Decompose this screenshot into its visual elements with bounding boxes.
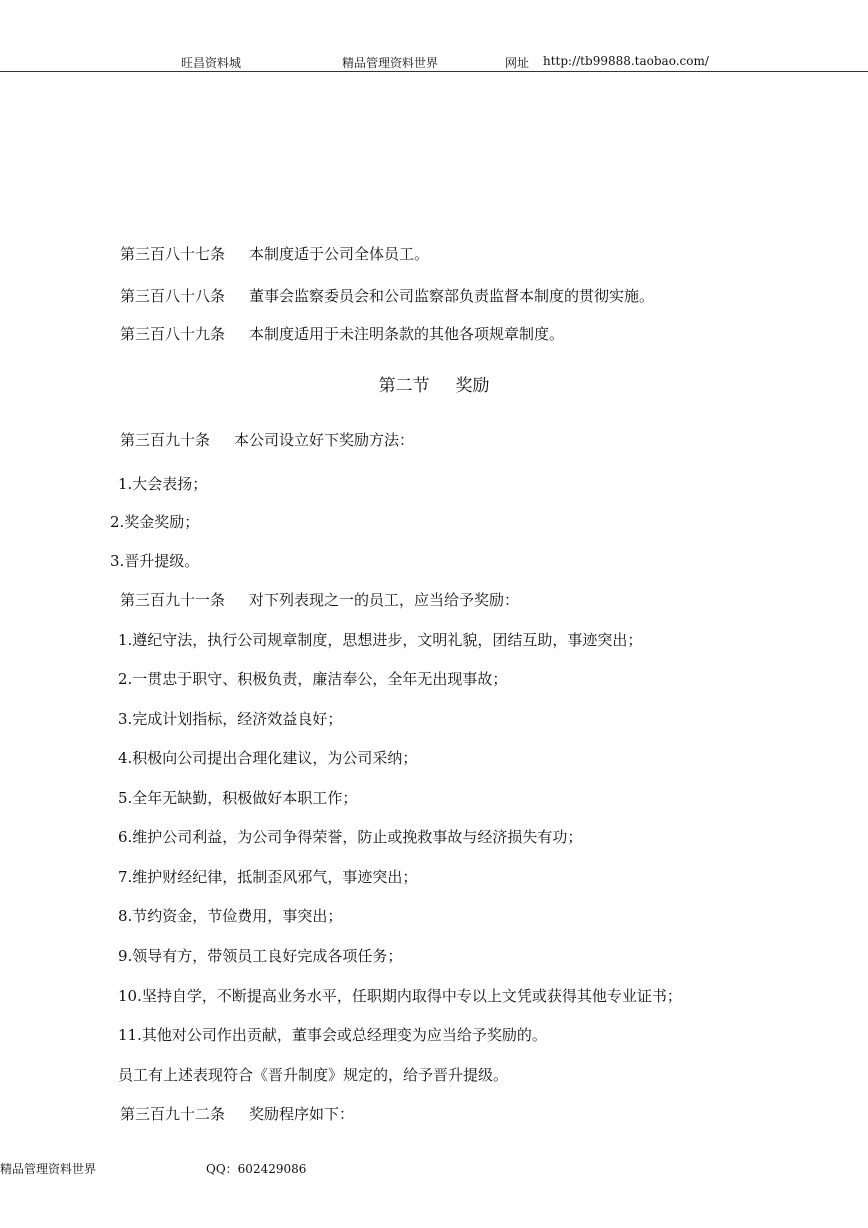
- reward-item: 7.维护财经纪律，抵制歪风邪气，事迹突出；: [118, 868, 418, 886]
- article-number: 第三百八十八条: [120, 287, 226, 305]
- method-item: 1.大会表扬；: [118, 475, 208, 493]
- header-url-link[interactable]: http://tb99888.taobao.com/: [543, 54, 709, 68]
- header-brand: 旺昌资料城: [181, 56, 242, 70]
- reward-item: 9.领导有方，带领员工良好完成各项任务；: [118, 947, 403, 965]
- article-text: 本制度适于公司全体员工。: [249, 245, 430, 263]
- article-text: 本制度适用于未注明条款的其他各项规章制度。: [249, 325, 565, 343]
- method-item: 2.奖金奖励；: [110, 513, 200, 531]
- header-title: 精品管理资料世界: [342, 56, 439, 70]
- header-url-label: 网址: [505, 56, 530, 70]
- reward-item: 1.遵纪守法，执行公司规章制度，思想进步，文明礼貌，团结互助，事迹突出；: [118, 631, 643, 649]
- article-391: [120, 590, 519, 610]
- article-387: [120, 244, 429, 264]
- section-heading: [0, 371, 868, 396]
- footer-qq: QQ：602429086: [206, 1162, 307, 1176]
- reward-item: 2.一贯忠于职守、积极负责，廉洁奉公，全年无出现事故；: [118, 670, 508, 688]
- article-392: [120, 1104, 354, 1124]
- article-388: [120, 286, 654, 306]
- promotion-note: 员工有上述表现符合《晋升制度》规定的，给予晋升提级。: [118, 1066, 509, 1084]
- article-text: 本公司设立好下奖励方法：: [234, 431, 415, 449]
- reward-item: 3.完成计划指标，经济效益良好；: [118, 710, 343, 728]
- article-389: [120, 324, 564, 344]
- section-title: 奖励: [455, 376, 490, 396]
- header-divider: [0, 71, 868, 72]
- article-390: [120, 430, 414, 450]
- article-number: 第三百九十条: [120, 431, 211, 449]
- reward-item: 8.节约资金，节俭费用，事突出；: [118, 907, 343, 925]
- article-number: 第三百八十九条: [120, 325, 226, 343]
- reward-item: 4.积极向公司提出合理化建议，为公司采纳；: [118, 749, 418, 767]
- article-text: 董事会监察委员会和公司监察部负责监督本制度的贯彻实施。: [249, 287, 655, 305]
- reward-item: 11.其他对公司作出贡献，董事会或总经理变为应当给予奖励的。: [118, 1026, 547, 1044]
- article-text: 对下列表现之一的员工，应当给予奖励：: [249, 591, 520, 609]
- reward-item: 5.全年无缺勤，积极做好本职工作；: [118, 789, 358, 807]
- reward-item: 6.维护公司利益，为公司争得荣誉，防止或挽救事故与经济损失有功；: [118, 828, 583, 846]
- method-item: 3.晋升提级。: [110, 552, 200, 570]
- section-label: 第二节: [378, 376, 430, 396]
- footer-brand: 精品管理资料世界: [0, 1162, 97, 1176]
- article-number: 第三百九十二条: [120, 1105, 226, 1123]
- article-number: 第三百九十一条: [120, 591, 226, 609]
- reward-item: 10.坚持自学，不断提高业务水平，任职期内取得中专以上文凭或获得其他专业证书；: [118, 987, 682, 1005]
- article-number: 第三百八十七条: [120, 245, 226, 263]
- article-text: 奖励程序如下：: [249, 1105, 355, 1123]
- page-header: [0, 50, 868, 74]
